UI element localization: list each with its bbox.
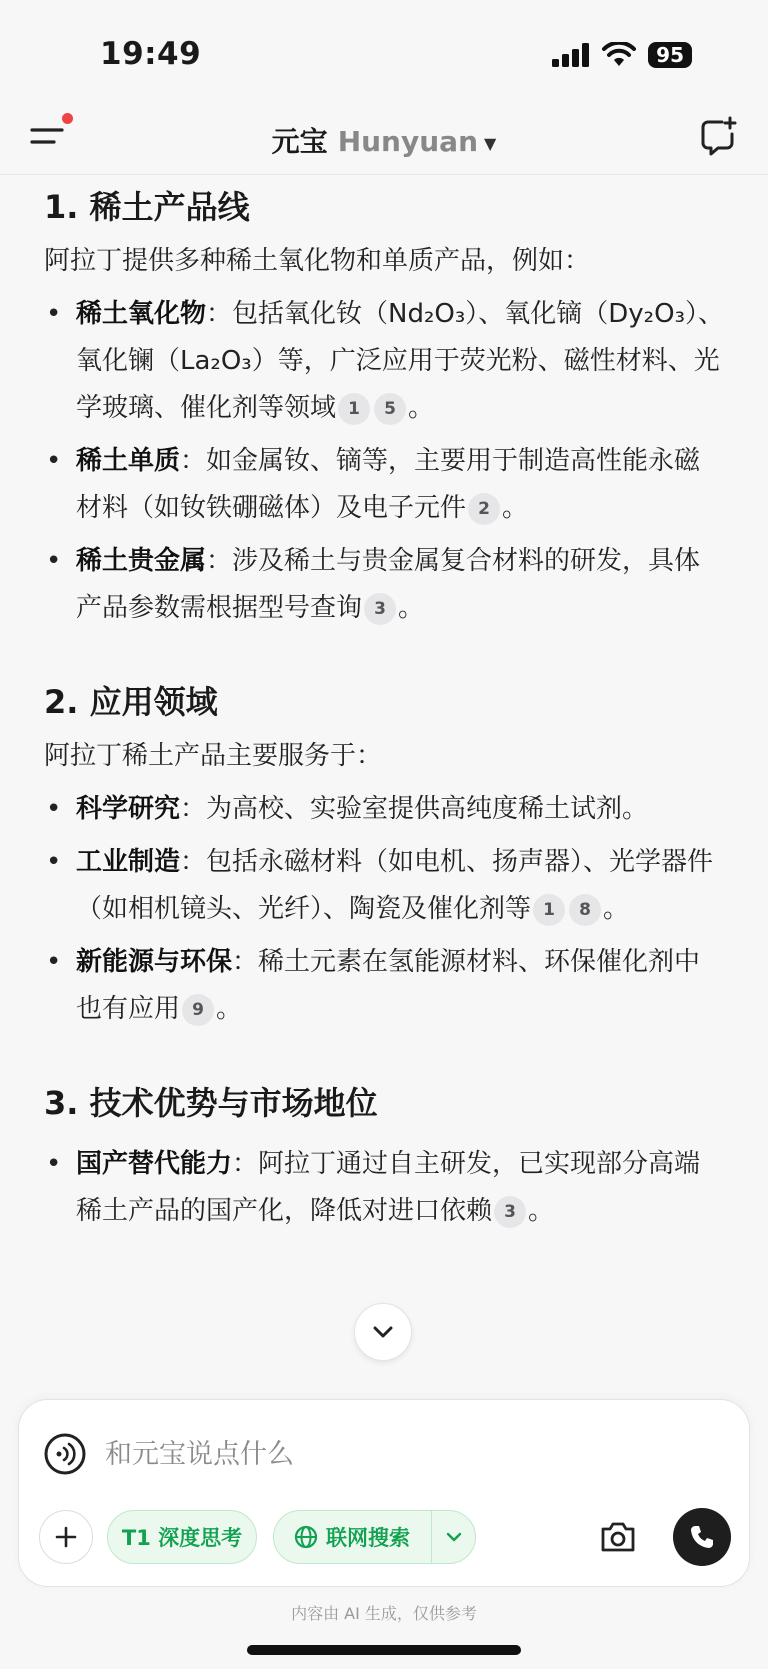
citation-badge[interactable]: 3 [364, 593, 396, 625]
item-tail: 。 [603, 894, 630, 924]
bullet-list [44, 1141, 724, 1235]
globe-icon [294, 1525, 318, 1549]
home-indicator [247, 1645, 521, 1655]
deep-think-label: T1 深度思考 [121, 1526, 243, 1550]
section-intro: 阿拉丁提供多种稀土氧化物和单质产品，例如： [44, 246, 591, 276]
plus-icon [55, 1526, 77, 1548]
item-lead: 稀土单质 [76, 446, 181, 476]
caret-down-icon: ▼ [484, 133, 497, 153]
list-item [44, 786, 724, 833]
web-search-toggle[interactable] [273, 1510, 476, 1564]
model-selector[interactable] [0, 120, 768, 160]
bullet-list [44, 291, 724, 632]
item-text: ：阿拉丁通过自主研发，已实现部分高端稀土产品的国产化，降低对进口依赖 [76, 1149, 701, 1226]
add-attachment-button[interactable] [39, 1510, 93, 1564]
item-text: ：如金属钕、镝等，主要用于制造高性能永磁材料（如钕铁硼磁体）及电子元件 [76, 446, 701, 523]
status-icons [552, 42, 692, 68]
citation-badge[interactable]: 5 [374, 393, 406, 425]
section-heading: 3. 技术优势与市场地位 [44, 1084, 378, 1122]
list-item [44, 839, 724, 933]
item-lead: 国产替代能力 [76, 1149, 233, 1179]
new-chat-icon[interactable] [698, 116, 738, 156]
item-lead: 稀土氧化物 [76, 299, 207, 329]
item-text: ：包括氧化钕（Nd₂O₃）、氧化镝（Dy₂O₃）、氧化镧（La₂O₃）等，广泛应用于荧光粉、磁性材料、光学玻璃、催化剂等领域 [76, 299, 724, 423]
camera-button[interactable] [594, 1513, 642, 1561]
bullet-list [44, 786, 724, 1033]
list-item [44, 939, 724, 1033]
citation-badge[interactable]: 1 [533, 894, 565, 926]
app-header [0, 100, 768, 175]
ai-disclaimer: 内容由 AI 生成，仅供参考 [291, 1604, 477, 1623]
status-bar [0, 0, 768, 100]
deep-think-toggle[interactable] [107, 1510, 257, 1564]
item-tail: 。 [502, 493, 529, 523]
list-item [44, 538, 724, 632]
item-text: ：涉及稀土与贵金属复合材料的研发，具体产品参数需根据型号查询 [76, 546, 701, 623]
item-tail: 。 [398, 593, 425, 623]
item-text: ：为高校、实验室提供高纯度稀土试剂。 [180, 794, 649, 824]
list-item [44, 438, 724, 532]
item-lead: 工业制造 [76, 847, 181, 877]
model-name: Hunyuan [337, 125, 479, 158]
status-time: 19:49 [100, 36, 202, 72]
item-text: ：包括永磁材料（如电机、扬声器）、光学器件（如相机镜头、光纤）、陶瓷及催化剂等 [76, 847, 714, 924]
web-search-label: 联网搜索 [326, 1526, 410, 1550]
message-input[interactable] [105, 1428, 705, 1480]
camera-icon [599, 1520, 637, 1554]
item-lead: 科学研究 [76, 794, 181, 824]
app-title: 元宝 [271, 125, 328, 158]
item-tail: 。 [216, 994, 243, 1024]
item-tail: 。 [528, 1196, 555, 1226]
item-lead: 新能源与环保 [76, 947, 233, 977]
message-composer [18, 1399, 750, 1587]
item-lead: 稀土贵金属 [76, 546, 207, 576]
web-search-main[interactable] [274, 1511, 432, 1563]
chevron-down-icon [446, 1532, 462, 1542]
voice-call-button[interactable] [673, 1508, 731, 1566]
cellular-signal-icon [552, 43, 590, 67]
citation-badge[interactable]: 3 [494, 1196, 526, 1228]
scroll-to-bottom-button[interactable] [354, 1303, 412, 1361]
web-search-dropdown[interactable] [432, 1511, 475, 1563]
battery-indicator: 95 [648, 42, 692, 68]
chevron-down-icon [371, 1324, 395, 1340]
citation-badge[interactable]: 1 [338, 393, 370, 425]
section-intro: 阿拉丁稀土产品主要服务于： [44, 741, 383, 771]
phone-icon [688, 1523, 716, 1551]
list-item [44, 1141, 724, 1235]
section-heading: 2. 应用领域 [44, 683, 218, 721]
list-item [44, 291, 724, 432]
section-heading: 1. 稀土产品线 [44, 188, 250, 226]
item-text: ：稀土元素在氢能源材料、环保催化剂中也有应用 [76, 947, 701, 1024]
item-tail: 。 [408, 393, 435, 423]
wifi-icon [602, 42, 636, 68]
citation-badge[interactable]: 9 [182, 994, 214, 1026]
chat-content[interactable] [0, 175, 768, 1395]
citation-badge[interactable]: 8 [569, 894, 601, 926]
voice-input-icon[interactable] [43, 1432, 87, 1476]
citation-badge[interactable]: 2 [468, 493, 500, 525]
